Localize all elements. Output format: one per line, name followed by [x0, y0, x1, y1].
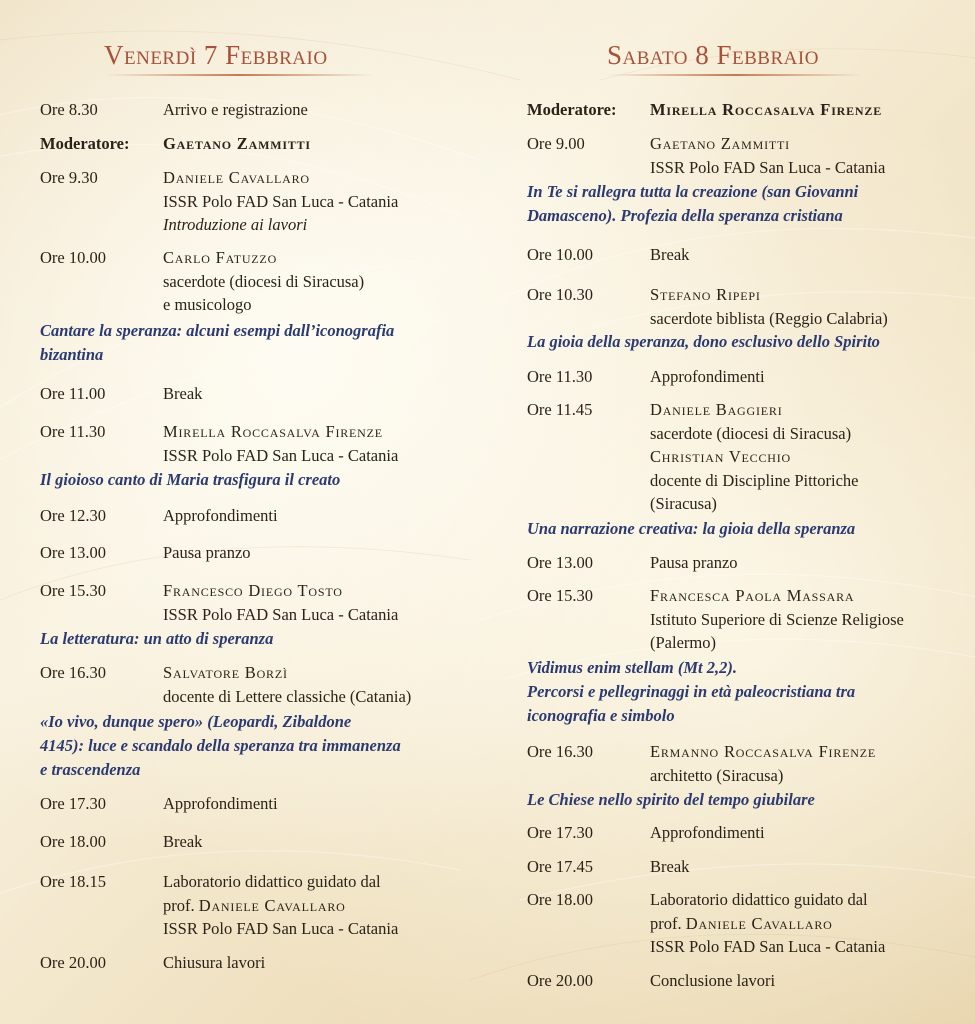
moderator-name: Gaetano Zammitti	[163, 134, 311, 153]
friday-title: Venerdì 7 Febbraio	[104, 40, 328, 70]
speaker-name: Francesco Diego Tosto	[163, 581, 343, 600]
speaker-name: Salvatore Borzì	[163, 663, 288, 682]
time: Ore 17.30	[527, 823, 593, 842]
talk-title: In Te si rallegra tutta la creazione (san Giovanni Damasceno). Profezia della speranza cristiana	[527, 182, 859, 225]
speaker-name: Christian Vecchio	[650, 447, 792, 466]
item-text: Chiusura lavori	[163, 953, 266, 972]
talk-title: La gioia della speranza, dono esclusivo dello Spirito	[527, 332, 880, 351]
speaker-role: Istituto Superiore di Scienze Religiose	[650, 609, 904, 629]
speaker-role: docente di Lettere classiche (Catania)	[163, 686, 412, 706]
time: Ore 9.00	[527, 134, 585, 153]
speaker-name: Mirella Roccasalva Firenze	[163, 422, 383, 441]
speaker-role: architetto (Siracusa)	[650, 765, 784, 785]
speaker-role: sacerdote (diocesi di Siracusa)	[650, 423, 852, 443]
time: Ore 13.00	[527, 553, 593, 572]
talk-title: Cantare la speranza: alcuni esempi dall’iconografia bizantina	[40, 321, 395, 364]
talk-title: Vidimus enim stellam (Mt 2,2). Percorsi e pellegrinaggi in età paleocristiana tra iconografia e simbolo	[527, 658, 856, 725]
item-text: Break	[163, 832, 203, 851]
item-text: Approfondimenti	[163, 506, 278, 525]
time: Ore 10.00	[527, 245, 593, 264]
speaker-name: Ermanno Roccasalva Firenze	[650, 742, 876, 761]
friday-title-underline	[104, 74, 374, 76]
lab-prefix: prof.	[650, 913, 682, 933]
speaker-role: (Siracusa)	[650, 494, 717, 513]
speaker-role: sacerdote (diocesi di Siracusa)	[163, 271, 365, 291]
item-text: Break	[650, 245, 690, 264]
talk-title: Una narrazione creativa: la gioia della speranza	[527, 519, 856, 538]
time: Ore 18.00	[527, 890, 593, 909]
session-note: Introduzione ai lavori	[163, 215, 308, 234]
saturday-title: Sabato 8 Febbraio	[607, 40, 819, 70]
lab-leader: Daniele Cavallaro	[685, 913, 833, 933]
speaker-affiliation: ISSR Polo FAD San Luca - Catania	[163, 445, 399, 465]
speaker-name: Carlo Fatuzzo	[163, 248, 278, 267]
speaker-name: Daniele Baggieri	[650, 400, 783, 419]
speaker-affiliation: ISSR Polo FAD San Luca - Catania	[650, 157, 886, 177]
speaker-name: Gaetano Zammitti	[650, 134, 790, 153]
item-text: Pausa pranzo	[163, 543, 251, 562]
time: Ore 12.30	[40, 506, 106, 525]
time: Ore 8.30	[40, 100, 98, 119]
speaker-name: Daniele Cavallaro	[163, 168, 310, 187]
time: Ore 18.00	[40, 832, 106, 851]
time: Ore 13.00	[40, 543, 106, 562]
lab-prefix: prof.	[163, 895, 195, 915]
lab-title: Laboratorio didattico guidato dal	[650, 890, 868, 909]
item-text: Approfondimenti	[650, 367, 765, 386]
speaker-role: e musicologo	[163, 295, 252, 314]
lab-leader: Daniele Cavallaro	[198, 895, 346, 915]
lab-affiliation: ISSR Polo FAD San Luca - Catania	[650, 937, 886, 956]
time: Ore 16.30	[40, 663, 106, 682]
time: Ore 11.45	[527, 400, 593, 419]
item-text: Conclusione lavori	[650, 971, 776, 990]
speaker-role: (Palermo)	[650, 633, 716, 652]
time: Ore 20.00	[527, 971, 593, 990]
time: Ore 10.30	[527, 285, 593, 304]
time: Ore 10.00	[40, 248, 106, 267]
moderator-name: Mirella Roccasalva Firenze	[650, 100, 883, 119]
time: Ore 9.30	[40, 168, 98, 187]
item-text: Break	[163, 384, 203, 403]
talk-title: «Io vivo, dunque spero» (Leopardi, Zibaldone 4145): luce e scandalo della speranza tra immanenza e trascendenza	[40, 712, 401, 779]
item-text: Approfondimenti	[650, 823, 765, 842]
talk-title: Le Chiese nello spirito del tempo giubilare	[527, 790, 815, 809]
time: Ore 17.30	[40, 794, 106, 813]
moderator-label: Moderatore:	[40, 134, 130, 153]
speaker-name: Stefano Ripepi	[650, 285, 761, 304]
lab-affiliation: ISSR Polo FAD San Luca - Catania	[163, 919, 399, 938]
speaker-affiliation: ISSR Polo FAD San Luca - Catania	[163, 604, 399, 624]
time: Ore 18.15	[40, 872, 106, 891]
speaker-affiliation: ISSR Polo FAD San Luca - Catania	[163, 191, 399, 211]
time: Ore 11.30	[527, 367, 593, 386]
lab-title: Laboratorio didattico guidato dal	[163, 872, 381, 891]
time: Ore 15.30	[40, 581, 106, 600]
speaker-name: Francesca Paola Massara	[650, 586, 855, 605]
time: Ore 15.30	[527, 586, 593, 605]
talk-title: Il gioioso canto di Maria trasfigura il creato	[40, 470, 341, 489]
item-text: Break	[650, 857, 690, 876]
item-text: Pausa pranzo	[650, 553, 738, 572]
talk-title: La letteratura: un atto di speranza	[40, 629, 274, 648]
item-text: Approfondimenti	[163, 794, 278, 813]
item-text: Arrivo e registrazione	[163, 100, 308, 119]
saturday-title-underline	[607, 74, 863, 76]
time: Ore 17.45	[527, 857, 593, 876]
time: Ore 16.30	[527, 742, 593, 761]
time: Ore 11.00	[40, 384, 106, 403]
speaker-role: docente di Discipline Pittoriche	[650, 470, 859, 490]
time: Ore 11.30	[40, 422, 106, 441]
time: Ore 20.00	[40, 953, 106, 972]
moderator-label: Moderatore:	[527, 100, 617, 119]
speaker-role: sacerdote biblista (Reggio Calabria)	[650, 308, 888, 328]
